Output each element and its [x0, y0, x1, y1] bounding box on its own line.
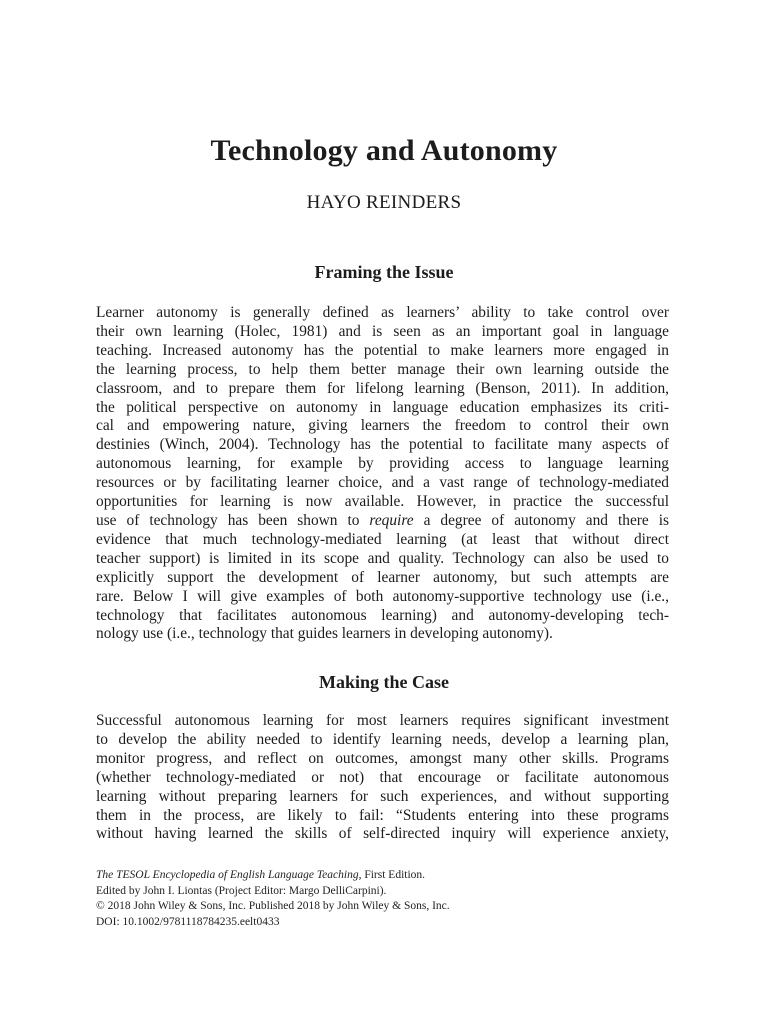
- paragraph-line: technology that facilitates autonomous learning) and autonomy-developing tech-: [96, 606, 669, 624]
- paragraph-line: (whether technology-mediated or not) that encourage or facilitate autonomous: [96, 768, 669, 786]
- paragraph-line-with-emphasis: [96, 512, 669, 531]
- paragraph-line: nology use (i.e., technology that guides learners in developing autonomy).: [96, 625, 553, 643]
- paragraph-line: Learner autonomy is generally defined as learners’ ability to take control over: [96, 304, 669, 321]
- paragraph-line: opportunities for learning is now available. However, in practice the successful: [96, 493, 669, 511]
- paragraph-line: monitor progress, and reflect on outcomes, amongst many other skills. Programs: [96, 749, 669, 767]
- paragraph-line: explicitly support the development of learner autonomy, but such attempts are: [96, 568, 669, 586]
- line-text-after: a degree of autonomy and there is: [413, 511, 669, 529]
- paragraph-line: to develop the ability needed to identify learning needs, develop a learning plan,: [96, 730, 669, 748]
- author-name: HAYO REINDERS: [306, 192, 462, 213]
- footer-line-publication: [96, 868, 696, 884]
- paragraph-line: rare. Below I will give examples of both autonomy-supportive technology use (i.e.,: [96, 587, 669, 605]
- document-title: Technology and Autonomy: [210, 134, 558, 167]
- paragraph-line: classroom, and to prepare them for lifelong learning (Benson, 2011). In addition,: [96, 379, 669, 397]
- paragraph-line: autonomous learning, for example by providing access to language learning: [96, 455, 669, 473]
- section-paragraph-making-case: [96, 712, 669, 844]
- section-heading-framing: Framing the Issue: [314, 262, 454, 282]
- emphasized-word: require: [369, 511, 414, 529]
- footer-line-editor: Edited by John I. Liontas (Project Editor: Margo DelliCarpini).: [96, 884, 387, 897]
- publication-title: The TESOL Encyclopedia of English Language Teaching: [96, 869, 359, 881]
- paragraph-line: evidence that much technology-mediated learning (at least that without direct: [96, 530, 669, 548]
- footer-line-copyright: © 2018 John Wiley & Sons, Inc. Published 2018 by John Wiley & Sons, Inc.: [96, 900, 450, 912]
- paragraph-line: their own learning (Holec, 1981) and is seen as an important goal in language: [96, 322, 669, 340]
- section-paragraph-framing: [96, 304, 669, 644]
- paragraph-line: cal and empowering nature, giving learners the freedom to control their own: [96, 417, 669, 435]
- paragraph-line: the learning process, to help them better manage their own learning outside the: [96, 360, 669, 378]
- edition-text: , First Edition.: [358, 869, 426, 881]
- paragraph-line: without having learned the skills of self-directed inquiry will experience anxiety,: [96, 825, 669, 843]
- paragraph-line: resources or by facilitating learner choice, and a vast range of technology-mediated: [96, 474, 669, 492]
- paragraph-line: Successful autonomous learning for most learners requires significant investment: [96, 712, 669, 729]
- footer-line-doi: DOI: 10.1002/9781118784235.eelt0433: [96, 915, 280, 928]
- paragraph-line: destinies (Winch, 2004). Technology has the potential to facilitate many aspects of: [96, 436, 669, 454]
- paragraph-line: learning without preparing learners for such experiences, and without supporting: [96, 787, 669, 805]
- paragraph-line: teaching. Increased autonomy has the potential to make learners more engaged in: [96, 341, 669, 359]
- paragraph-line: the political perspective on autonomy in language education emphasizes its criti-: [96, 398, 669, 416]
- section-heading-making-case: Making the Case: [319, 672, 449, 692]
- paragraph-line: teacher support) is limited in its scope and quality. Technology can also be used to: [96, 549, 669, 567]
- publication-footer: [96, 868, 696, 930]
- line-text-before: use of technology has been shown to: [96, 511, 370, 529]
- paragraph-line: them in the process, are likely to fail: “Students entering into these programs: [96, 806, 669, 824]
